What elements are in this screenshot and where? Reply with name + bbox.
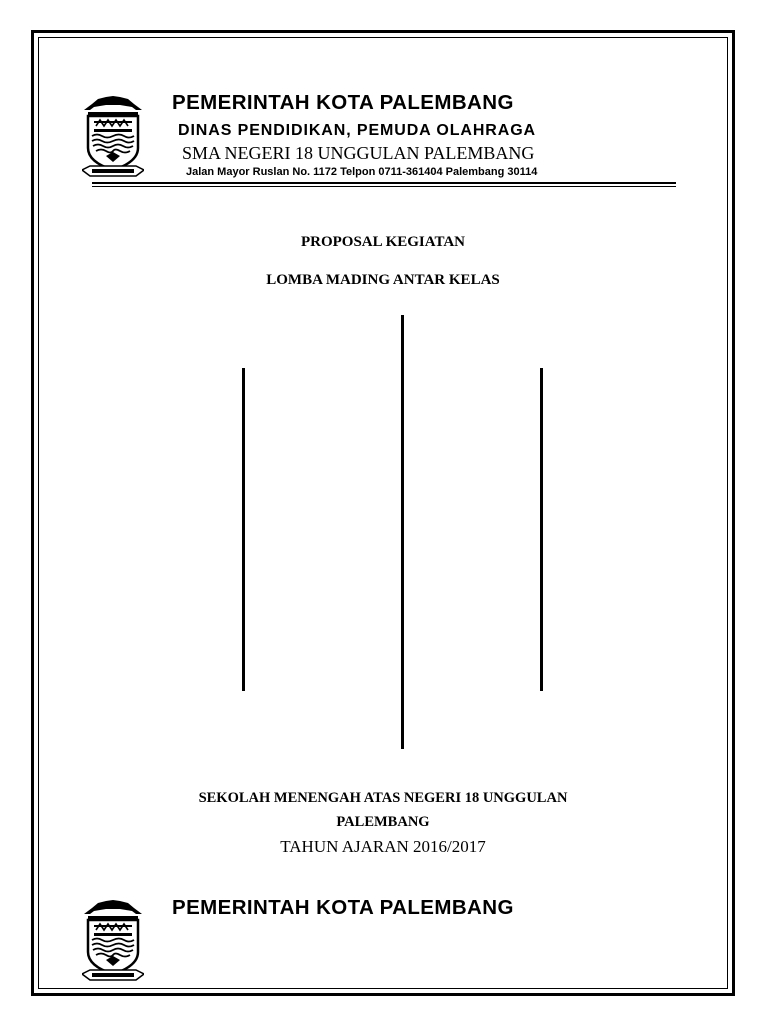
header-divider-thin [92, 186, 676, 187]
decorative-line-middle [401, 315, 404, 749]
header-divider-thick [92, 182, 676, 184]
institution-name-line1: SEKOLAH MENENGAH ATAS NEGERI 18 UNGGULAN [198, 790, 568, 806]
header-title: PEMERINTAH KOTA PALEMBANG [172, 91, 514, 114]
decorative-line-left [242, 368, 245, 691]
palembang-emblem-icon [82, 900, 144, 986]
header-address: Jalan Mayor Ruslan No. 1172 Telpon 0711-361404 Palembang 30114 [186, 166, 538, 178]
academic-year: TAHUN AJARAN 2016/2017 [280, 837, 486, 856]
footer-title: PEMERINTAH KOTA PALEMBANG [172, 896, 514, 919]
institution-name-line2: PALEMBANG [336, 814, 430, 830]
event-title: LOMBA MADING ANTAR KELAS [266, 272, 500, 288]
document-type: PROPOSAL KEGIATAN [300, 234, 466, 250]
header-department: DINAS PENDIDIKAN, PEMUDA OLAHRAGA [178, 122, 537, 139]
decorative-line-right [540, 368, 543, 691]
palembang-emblem-icon [82, 96, 144, 182]
header-school-name: SMA NEGERI 18 UNGGULAN PALEMBANG [182, 143, 535, 163]
